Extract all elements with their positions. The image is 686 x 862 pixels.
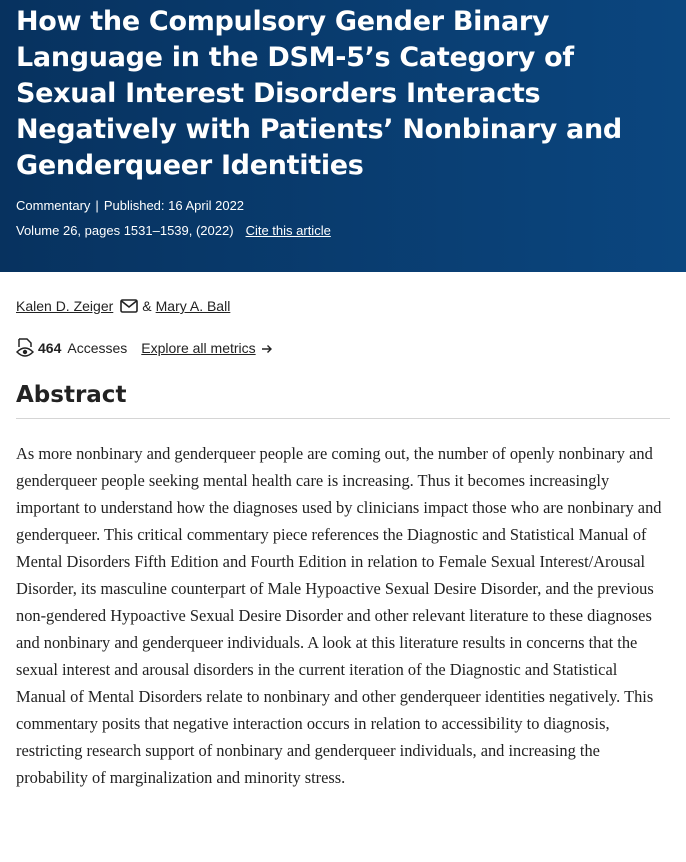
article-citation-info [16, 222, 670, 239]
cite-this-article-link[interactable]: Cite this article [245, 223, 331, 238]
explore-metrics-link[interactable] [141, 340, 272, 356]
metrics-bar [16, 338, 670, 358]
explore-metrics-label: Explore all metrics [141, 340, 256, 356]
abstract-text: As more nonbinary and genderqueer people are coming out, the number of openly nonbinary and genderqueer people seeking mental health care is increasing. Thus it becomes increasingly important to understand how the diagnoses used by clinicians impact those who are nonbinary and genderqueer. This critical commentary piece references the Diagnostic and Statistical Manual of Mental Disorders Fifth Edition and Fourth Edition in relation to Female Sexual Interest/Arousal Disorder, its masculine counterpart of Male Hypoactive Sexual Desire Disorder, and the previous non-gendered Hypoactive Sexual Desire Disorder and other relevant literature to these diagnoses and nonbinary and genderqueer individuals. A look at this literature results in concerns that the sexual interest and arousal disorders in the current iteration of the Diagnostic and Statistical Manual of Mental Disorders relate to nonbinary and other genderqueer identities negatively. This commentary posits that negative interaction occurs in relation to accessibility to diagnosis, restricting research support of nonbinary and genderqueer individuals, and increasing the probability of marginalization and minority stress. [16, 444, 662, 787]
access-label: Accesses [67, 340, 128, 356]
meta-separator: | [95, 198, 99, 213]
abstract-heading: Abstract [16, 380, 670, 419]
author-link-ball[interactable]: Mary A. Ball [155, 298, 231, 314]
volume-info: Volume 26, pages 1531–1539, (2022) [16, 223, 234, 238]
article-type: Commentary [16, 198, 91, 213]
author-conjunction: & [142, 298, 152, 314]
publish-date: Published: 16 April 2022 [103, 198, 245, 213]
article-meta [16, 197, 670, 214]
arrow-right-icon [261, 342, 273, 354]
author-list [16, 298, 670, 314]
mail-icon[interactable] [120, 299, 138, 313]
author-link-zeiger[interactable]: Kalen D. Zeiger [16, 298, 114, 314]
access-count: 464 [38, 340, 62, 356]
article-title: How the Compulsory Gender Binary Language in the DSM-5’s Category of Sexual Interest Disorders Interacts Negatively with Patients’ Nonbinary and Genderqueer Identities [16, 6, 622, 181]
article-header [0, 0, 686, 272]
eye-icon [16, 338, 34, 358]
